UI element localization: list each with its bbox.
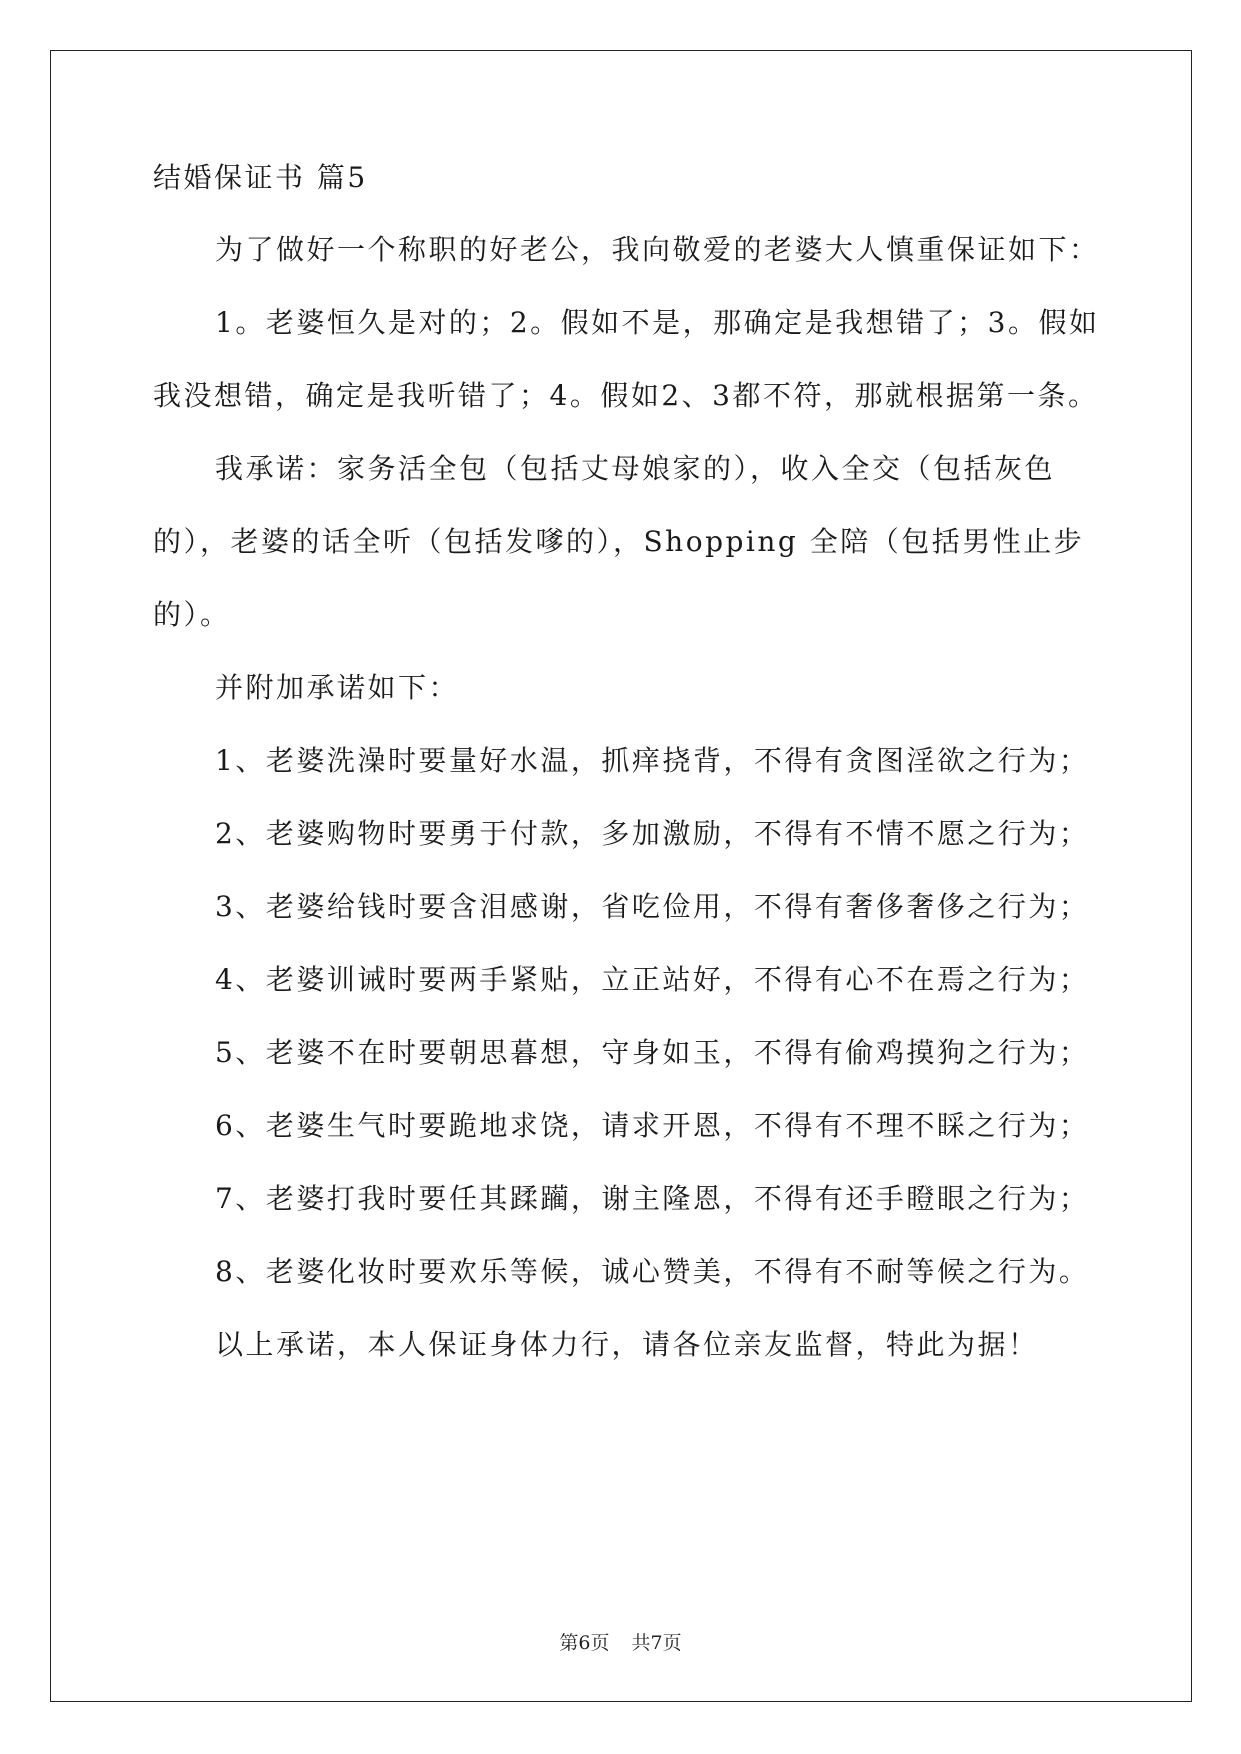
current-page-number: 第6页 [559, 1632, 610, 1654]
list-item: 4、老婆训诫时要两手紧贴，立正站好，不得有心不在焉之行为； [215, 963, 1090, 996]
closing-statement: 以上承诺，本人保证身体力行，请各位亲友监督，特此为据！ [215, 1328, 1039, 1361]
promise-line-2: 的），老婆的话全听（包括发嗲的），Shopping 全陪（包括男性止步 [153, 525, 1085, 558]
page-footer [0, 1628, 1241, 1655]
list-item: 1、老婆洗澡时要量好水温，抓痒挠背，不得有贪图淫欲之行为； [215, 744, 1090, 777]
list-item: 7、老婆打我时要任其蹂躏，谢主隆恩，不得有还手瞪眼之行为； [215, 1182, 1090, 1215]
list-item: 2、老婆购物时要勇于付款，多加激励，不得有不情不愿之行为； [215, 817, 1090, 850]
additional-heading: 并附加承诺如下： [215, 671, 460, 704]
list-item: 8、老婆化妆时要欢乐等候，诚心赞美，不得有不耐等候之行为。 [215, 1255, 1090, 1288]
list-item: 3、老婆给钱时要含泪感谢，省吃俭用，不得有奢侈奢侈之行为； [215, 890, 1090, 923]
list-item: 5、老婆不在时要朝思暮想，守身如玉，不得有偷鸡摸狗之行为； [215, 1036, 1090, 1069]
rules-line-1: 1。老婆恒久是对的；2。假如不是，那确定是我想错了；3。假如 [215, 306, 1100, 339]
promise-line-1: 我承诺：家务活全包（包括丈母娘家的），收入全交（包括灰色 [215, 452, 1056, 485]
list-item: 6、老婆生气时要跪地求饶，请求开恩，不得有不理不睬之行为； [215, 1109, 1090, 1142]
promise-line-3: 的）。 [153, 598, 231, 631]
document-body [153, 160, 1100, 1361]
intro-paragraph: 为了做好一个称职的好老公，我向敬爱的老婆大人慎重保证如下： [215, 233, 1100, 266]
total-pages: 共7页 [631, 1632, 682, 1654]
document-title: 结婚保证书 篇5 [153, 161, 368, 194]
page-border [50, 50, 1192, 1702]
rules-line-2: 我没想错，确定是我听错了；4。假如2、3都不符，那就根据第一条。 [153, 379, 1099, 412]
